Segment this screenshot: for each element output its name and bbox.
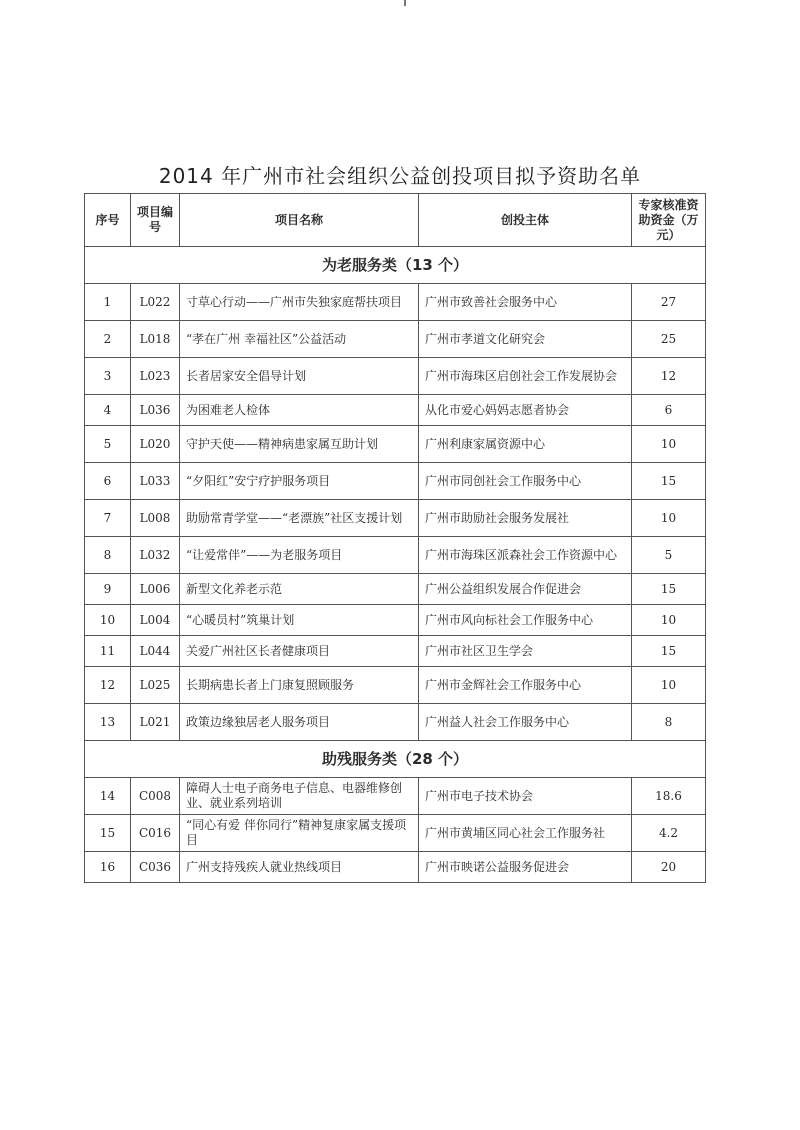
project-name: 为困难老人检体 — [180, 395, 419, 426]
project-code: L020 — [131, 426, 180, 463]
table-row — [85, 605, 706, 636]
project-code: L023 — [131, 358, 180, 395]
funding-amount: 15 — [632, 636, 706, 667]
document-title: 2014 年广州市社会组织公益创投项目拟予资助名单 — [158, 164, 642, 188]
project-name: 障碍人士电子商务电子信息、电器维修创业、就业系列培训 — [180, 778, 419, 815]
table-row — [85, 636, 706, 667]
funding-amount: 15 — [632, 574, 706, 605]
project-code: L021 — [131, 704, 180, 741]
organization: 从化市爱心妈妈志愿者协会 — [419, 395, 632, 426]
organization: 广州市社区卫生学会 — [419, 636, 632, 667]
project-code: L006 — [131, 574, 180, 605]
funding-amount: 10 — [632, 426, 706, 463]
funding-amount: 5 — [632, 537, 706, 574]
organization: 广州利康家属资源中心 — [419, 426, 632, 463]
table-row — [85, 852, 706, 883]
table-row — [85, 815, 706, 852]
project-code: L004 — [131, 605, 180, 636]
funding-amount: 27 — [632, 284, 706, 321]
funding-amount: 20 — [632, 852, 706, 883]
organization: 广州市金辉社会工作服务中心 — [419, 667, 632, 704]
funding-amount: 8 — [632, 704, 706, 741]
funding-table — [84, 193, 706, 883]
project-code: L036 — [131, 395, 180, 426]
table-row — [85, 500, 706, 537]
category-row — [85, 741, 706, 778]
organization: 广州益人社会工作服务中心 — [419, 704, 632, 741]
header-no: 序号 — [85, 194, 131, 247]
table-row — [85, 358, 706, 395]
funding-amount: 6 — [632, 395, 706, 426]
row-number: 12 — [85, 667, 131, 704]
header-code: 项目编号 — [131, 194, 180, 247]
project-name: “心暖员村”筑巢计划 — [180, 605, 419, 636]
project-code: L018 — [131, 321, 180, 358]
funding-amount: 10 — [632, 500, 706, 537]
header-org: 创投主体 — [419, 194, 632, 247]
row-number: 4 — [85, 395, 131, 426]
row-number: 9 — [85, 574, 131, 605]
row-number: 5 — [85, 426, 131, 463]
project-name: 广州支持残疾人就业热线项目 — [180, 852, 419, 883]
organization: 广州公益组织发展合作促进会 — [419, 574, 632, 605]
row-number: 11 — [85, 636, 131, 667]
project-name: 政策边缘独居老人服务项目 — [180, 704, 419, 741]
table-row — [85, 574, 706, 605]
project-name: “孝在广州 幸福社区”公益活动 — [180, 321, 419, 358]
organization: 广州市助励社会服务发展社 — [419, 500, 632, 537]
row-number: 2 — [85, 321, 131, 358]
table-row — [85, 537, 706, 574]
table-row — [85, 667, 706, 704]
project-code: C008 — [131, 778, 180, 815]
table-row — [85, 778, 706, 815]
funding-amount: 10 — [632, 667, 706, 704]
scan-mark — [404, 0, 406, 6]
organization: 广州市海珠区启创社会工作发展协会 — [419, 358, 632, 395]
project-code: L025 — [131, 667, 180, 704]
project-code: L022 — [131, 284, 180, 321]
row-number: 10 — [85, 605, 131, 636]
project-name: 助励常青学堂——“老漂族”社区支援计划 — [180, 500, 419, 537]
project-name: “夕阳红”安宁疗护服务项目 — [180, 463, 419, 500]
organization: 广州市孝道文化研究会 — [419, 321, 632, 358]
organization: 广州市电子技术协会 — [419, 778, 632, 815]
header-row — [85, 194, 706, 247]
category-row — [85, 247, 706, 284]
organization: 广州市风向标社会工作服务中心 — [419, 605, 632, 636]
row-number: 14 — [85, 778, 131, 815]
table-row — [85, 463, 706, 500]
row-number: 15 — [85, 815, 131, 852]
project-name: “同心有爱 伴你同行”精神复康家属支援项目 — [180, 815, 419, 852]
funding-amount: 4.2 — [632, 815, 706, 852]
funding-amount: 10 — [632, 605, 706, 636]
header-name: 项目名称 — [180, 194, 419, 247]
table-row — [85, 284, 706, 321]
category-label: 为老服务类（13 个） — [85, 247, 706, 284]
project-code: L044 — [131, 636, 180, 667]
table-row — [85, 321, 706, 358]
project-code: C016 — [131, 815, 180, 852]
table-body — [85, 247, 706, 883]
table-row — [85, 395, 706, 426]
row-number: 3 — [85, 358, 131, 395]
funding-amount: 25 — [632, 321, 706, 358]
row-number: 8 — [85, 537, 131, 574]
project-code: C036 — [131, 852, 180, 883]
table-row — [85, 704, 706, 741]
table-row — [85, 426, 706, 463]
row-number: 6 — [85, 463, 131, 500]
funding-amount: 18.6 — [632, 778, 706, 815]
project-name: 长者居家安全倡导计划 — [180, 358, 419, 395]
row-number: 7 — [85, 500, 131, 537]
project-name: “让爱常伴”——为老服务项目 — [180, 537, 419, 574]
project-code: L033 — [131, 463, 180, 500]
organization: 广州市映诺公益服务促进会 — [419, 852, 632, 883]
project-name: 关爱广州社区长者健康项目 — [180, 636, 419, 667]
row-number: 16 — [85, 852, 131, 883]
funding-amount: 15 — [632, 463, 706, 500]
project-code: L032 — [131, 537, 180, 574]
funding-amount: 12 — [632, 358, 706, 395]
row-number: 1 — [85, 284, 131, 321]
category-label: 助残服务类（28 个） — [85, 741, 706, 778]
row-number: 13 — [85, 704, 131, 741]
organization: 广州市致善社会服务中心 — [419, 284, 632, 321]
organization: 广州市海珠区派森社会工作资源中心 — [419, 537, 632, 574]
organization: 广州市黄埔区同心社会工作服务社 — [419, 815, 632, 852]
project-code: L008 — [131, 500, 180, 537]
project-name: 新型文化养老示范 — [180, 574, 419, 605]
project-name: 寸草心行动——广州市失独家庭帮扶项目 — [180, 284, 419, 321]
header-budget: 专家核准资助资金（万元） — [632, 194, 706, 247]
project-name: 守护天使——精神病患家属互助计划 — [180, 426, 419, 463]
organization: 广州市同创社会工作服务中心 — [419, 463, 632, 500]
project-name: 长期病患长者上门康复照顾服务 — [180, 667, 419, 704]
